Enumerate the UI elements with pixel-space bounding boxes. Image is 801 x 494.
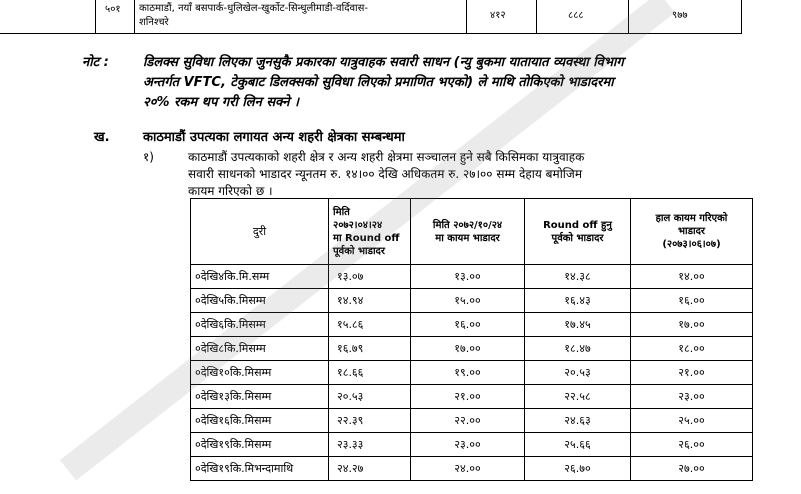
header-col2-line2: २०७२।०४।२४ [333, 219, 383, 231]
pre-roundoff-fare-cell: २६.७० [525, 457, 631, 481]
distance-cell: ०देखि६कि.मिसम्म [191, 313, 329, 337]
note-label: नोट : [82, 55, 109, 70]
row-fare-new: ९७७ [672, 10, 688, 21]
header-col4 [525, 199, 631, 265]
header-col2-line4: पूर्वको भाडादर [333, 245, 385, 257]
distance-cell: ०देखि४कि.मि.सम्म [191, 265, 329, 289]
note-line-1: डिलक्स सुविधा लिएका जुनसुकै प्रकारका यात्रुवाहक सवारी साधन (न्यु बुकमा यातायात व्यवस्था विभाग [143, 55, 624, 70]
table-row [191, 337, 753, 361]
table-row [191, 361, 753, 385]
fare-table [190, 198, 753, 481]
old-fare-cell: १६.७९ [329, 337, 411, 361]
table-row [191, 385, 753, 409]
paragraph-number: १) [143, 150, 154, 164]
old-fare-cell: १३.०७ [329, 265, 411, 289]
old-fare-cell: १८.६६ [329, 361, 411, 385]
fixed-fare-cell: २४.०० [411, 457, 525, 481]
old-fare-cell: २२.३९ [329, 409, 411, 433]
distance-cell: ०देखि१६कि.मिसम्म [191, 409, 329, 433]
pre-roundoff-fare-cell: १६.४३ [525, 289, 631, 313]
header-col4-line1: Round off हुनु [543, 219, 612, 231]
distance-cell: ०देखि१९कि.मिभन्दामाथि [191, 457, 329, 481]
header-col3-line2: मा कायम भाडादर [435, 232, 500, 244]
distance-cell: ०देखि१९कि.मिसम्म [191, 433, 329, 457]
paragraph-line-3: कायम गरिएको छ । [188, 184, 273, 198]
table-row [191, 457, 753, 481]
section-letter: ख. [94, 130, 110, 145]
old-fare-cell: १४.९४ [329, 289, 411, 313]
distance-cell: ०देखि१३कि.मिसम्म [191, 385, 329, 409]
fixed-fare-cell: १९.०० [411, 361, 525, 385]
current-fare-cell: २१.०० [631, 361, 753, 385]
fare-table-header [191, 199, 753, 265]
header-col3 [411, 199, 525, 265]
current-fare-cell: २७.०० [631, 457, 753, 481]
fixed-fare-cell: १६.०० [411, 313, 525, 337]
old-fare-cell: २०.५३ [329, 385, 411, 409]
paragraph-line-1: काठमाडौं उपत्यकाको शहरी क्षेत्र र अन्य शहरी क्षेत्रमा सञ्चालन हुने सबै किसिमका यात्रुवाहक [188, 150, 585, 164]
old-fare-cell: २४.२७ [329, 457, 411, 481]
route-line-1: काठमाडौं, नयाँ बसपार्क-धुलिखेल-खुर्कोट-सिन्धुलीमाडी-वर्दिवास- [139, 3, 369, 14]
fixed-fare-cell: २१.०० [411, 385, 525, 409]
header-col5-line3: (२०७३।०६।०७) [662, 239, 721, 250]
old-fare-cell: २३.३३ [329, 433, 411, 457]
current-fare-cell: १६.०० [631, 289, 753, 313]
header-col5-line1: हाल कायम गरिएको [655, 213, 728, 224]
pre-roundoff-fare-cell: १४.३८ [525, 265, 631, 289]
fixed-fare-cell: २२.०० [411, 409, 525, 433]
header-col2-line1: मिति [333, 206, 350, 218]
row-serial: ५०१ [105, 4, 121, 15]
current-fare-cell: २६.०० [631, 433, 753, 457]
current-fare-cell: २३.०० [631, 385, 753, 409]
distance-cell: ०देखि१०कि.मिसम्म [191, 361, 329, 385]
current-fare-cell: २५.०० [631, 409, 753, 433]
header-distance: दुरी [191, 199, 329, 265]
fixed-fare-cell: २३.०० [411, 433, 525, 457]
current-fare-cell: १७.०० [631, 313, 753, 337]
pre-roundoff-fare-cell: २०.५३ [525, 361, 631, 385]
header-col3-line1: मिति २०७२/१०/२४ [432, 219, 503, 231]
table-row [191, 433, 753, 457]
note-line-2: अन्तर्गत VFTC, टेकुबाट डिलक्सको सुविधा लिएको प्रमाणित भएको) ले माथि तोकिएको भाडादरमा [143, 75, 614, 90]
header-col5 [631, 199, 753, 265]
old-fare-cell: १५.८६ [329, 313, 411, 337]
table-row [191, 265, 753, 289]
distance-cell: ०देखि५कि.मिसम्म [191, 289, 329, 313]
pre-roundoff-fare-cell: १८.४७ [525, 337, 631, 361]
pre-roundoff-fare-cell: २२.५८ [525, 385, 631, 409]
fixed-fare-cell: १७.०० [411, 337, 525, 361]
row-fare-old: ८८८ [568, 10, 584, 21]
section-title: काठमाडौं उपत्यका लगायत अन्य शहरी क्षेत्रका सम्बन्धमा [143, 130, 405, 145]
current-fare-cell: १८.०० [631, 337, 753, 361]
table-row [191, 409, 753, 433]
fixed-fare-cell: १३.०० [411, 265, 525, 289]
route-line-2: शनिश्चरे [139, 17, 169, 28]
current-fare-cell: १४.०० [631, 265, 753, 289]
header-col4-line2: पूर्वको भाडादर [551, 232, 604, 244]
paragraph-line-2: सवारी साधनको भाडादर न्यूनतम रु. १४।०० देखि अधिकतम रु. २७।०० सम्म देहाय बमोजिम [188, 167, 582, 181]
row-km: ४१२ [490, 10, 506, 21]
pre-roundoff-fare-cell: २५.६६ [525, 433, 631, 457]
note-line-3: २०% रकम थप गरी लिन सक्ने । [143, 95, 299, 110]
header-col2-line3: मा Round off [333, 232, 400, 244]
fixed-fare-cell: १५.०० [411, 289, 525, 313]
pre-roundoff-fare-cell: १७.४५ [525, 313, 631, 337]
distance-cell: ०देखि८कि.मिसम्म [191, 337, 329, 361]
pre-roundoff-fare-cell: २४.६३ [525, 409, 631, 433]
header-col5-line2: भाडादर [678, 226, 705, 237]
